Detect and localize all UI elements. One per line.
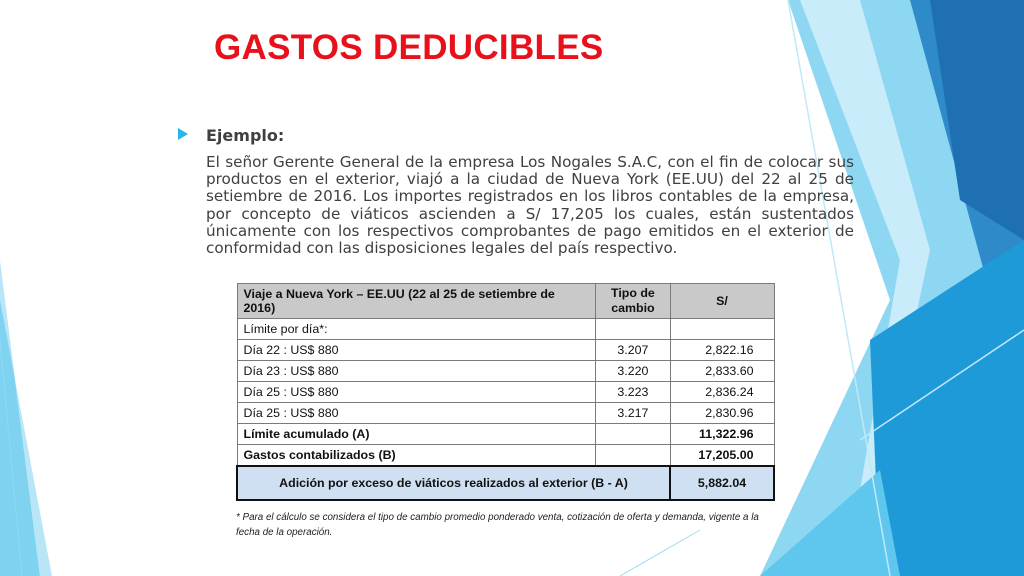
slide-title: GASTOS DEDUCIBLES xyxy=(214,28,604,67)
summary-amount: 5,882.04 xyxy=(670,466,774,500)
row-amount: 2,833.60 xyxy=(670,361,774,382)
table-footnote: * Para el cálculo se considera el tipo de cambio promedio ponderado venta, cotización de oferta y demanda, vigente a la fecha de la operación. xyxy=(236,512,759,538)
viaticos-table xyxy=(236,283,775,501)
row-rate: 3.223 xyxy=(596,382,670,403)
accumulated-label: Límite acumulado (A) xyxy=(237,424,596,445)
row-rate: 3.220 xyxy=(596,361,670,382)
row-label: Día 23 : US$ 880 xyxy=(237,361,596,382)
row-rate: 3.217 xyxy=(596,403,670,424)
bullet-arrow-icon xyxy=(178,128,188,140)
summary-label: Adición por exceso de viáticos realizados al exterior (B - A) xyxy=(237,466,670,500)
row-rate: 3.207 xyxy=(596,340,670,361)
header-trip: Viaje a Nueva York – EE.UU (22 al 25 de setiembre de 2016) xyxy=(237,284,596,319)
table-row-summary xyxy=(237,466,774,500)
table-row xyxy=(237,361,774,382)
table-header-row xyxy=(237,284,774,319)
accounted-amount: 17,205.00 xyxy=(670,445,774,467)
empty-cell xyxy=(596,424,670,445)
table-row-limit-label xyxy=(237,319,774,340)
empty-cell xyxy=(596,319,670,340)
example-paragraph: El señor Gerente General de la empresa Los Nogales S.A.C, con el fin de colocar sus productos en el exterior, viajó a la ciudad de Nueva York (EE.UU) del 22 al 25 de setiembre de 2016. Los importes registrados en los libros contables de la empresa, por concepto de viáticos ascienden a S/ 17,205 los cuales, están sustentados únicamente con los respectivos comprobantes de pago emitidos en el exterior de conformidad con las disposiciones legales del país respectivo. xyxy=(206,153,854,258)
accounted-label: Gastos contabilizados (B) xyxy=(237,445,596,467)
empty-cell xyxy=(596,445,670,467)
table-row-accounted xyxy=(237,445,774,467)
table-row-accumulated xyxy=(237,424,774,445)
row-amount: 2,836.24 xyxy=(670,382,774,403)
row-label: Día 22 : US$ 880 xyxy=(237,340,596,361)
accumulated-amount: 11,322.96 xyxy=(670,424,774,445)
row-amount: 2,830.96 xyxy=(670,403,774,424)
limit-label: Límite por día*: xyxy=(237,319,596,340)
table-row xyxy=(237,340,774,361)
table-row xyxy=(237,382,774,403)
table-row xyxy=(237,403,774,424)
header-amount: S/ xyxy=(670,284,774,319)
row-label: Día 25 : US$ 880 xyxy=(237,382,596,403)
example-heading: Ejemplo: xyxy=(206,126,285,145)
row-label: Día 25 : US$ 880 xyxy=(237,403,596,424)
row-amount: 2,822.16 xyxy=(670,340,774,361)
empty-cell xyxy=(670,319,774,340)
header-rate: Tipo de cambio xyxy=(596,284,670,319)
